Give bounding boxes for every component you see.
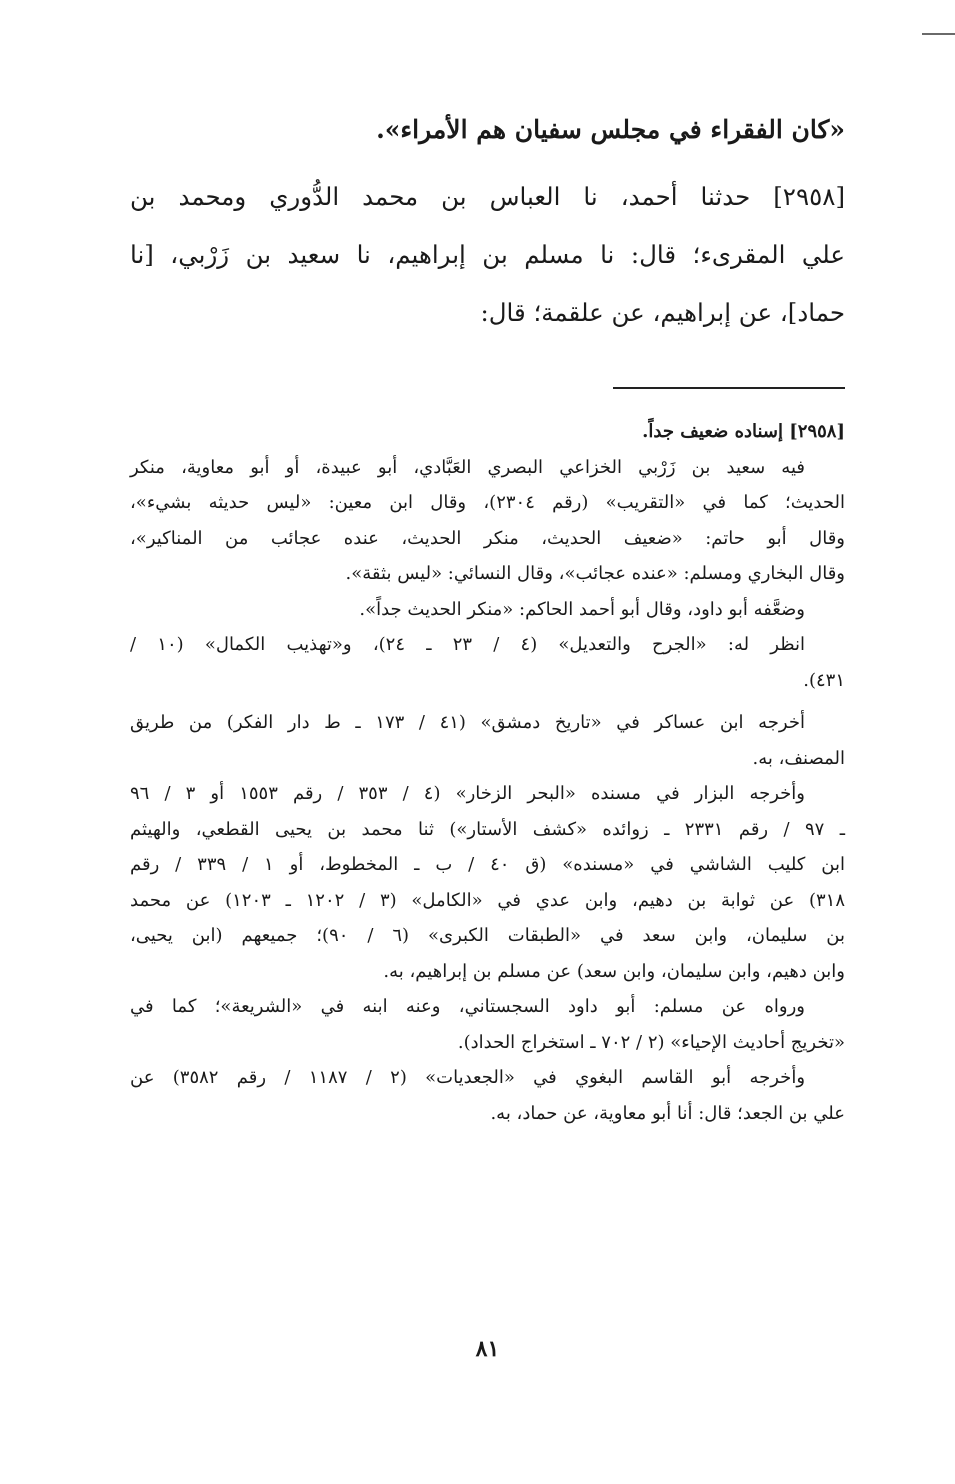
quote-line: «كان الفقراء في مجلس سفيان هم الأمراء». [376,115,845,144]
footnote-line: الحديث؛ كما في «التقريب» (رقم ٢٣٠٤)، وقال ابن معين: «ليس حديثه بشيء»، [130,492,845,513]
footnote-separator [613,387,845,389]
main-text-line: علي المقرىء؛ قال: نا مسلم بن إبراهيم، نا سعيد بن زَرْبي، [نا [130,240,845,269]
footnote-line: وأخرجه أبو القاسم البغوي في «الجعديات» (٢ / ١١٨٧ / رقم ٣٥٨٢) عن [130,1067,806,1088]
footnote-line: وضعَّفه أبو داود، وقال أبو أحمد الحاكم: «منكر الحديث جداً». [359,598,805,620]
main-text-line: [٢٩٥٨] حدثنا أحمد، نا العباس بن محمد الدُّوري ومحمد بن [130,182,845,211]
footnote-line: وأخرجه البزار في مسنده «البحر الزخار» (٤ / ٣٥٣ / رقم ١٥٥٣ أو ٣ / ٩٦ [130,783,805,804]
footnote-line: وابن دهيم، وابن سليمان، وابن سعد) عن مسلم بن إبراهيم، به. [383,960,845,982]
main-text [130,168,845,342]
footnote-line: وقال أبو حاتم: «ضعيف الحديث، منكر الحديث، عنده عجائب من المناكير»، [130,527,845,549]
paragraph-gap [130,698,845,705]
footnote-line: أخرجه ابن عساكر في «تاريخ دمشق» (٤١ / ١٧٣ ـ ط دار الفكر) من طريق [130,712,805,733]
footnote-line: فيه سعيد بن زَرْبي الخزاعي البصري العَبَّادي، أبو عبيدة، أو أبو معاوية، منكر [130,456,805,478]
footnote-line: بن سليمان، وابن سعد في «الطبقات الكبرى» (٦ / ٩٠)؛ جميعهم (ابن يحيى، [130,925,845,946]
footnote-line: المصنف، به. [752,747,845,769]
corner-rule [922,33,955,35]
main-text-line: حماد]، عن إبراهيم، عن علقمة؛ قال: [480,298,845,327]
page-number: ٨١ [475,1336,500,1362]
book-page [130,0,845,1484]
footnote-line: ـ ٩٧ / رقم ٢٣٣١ ـ زوائده «كشف الأستار») ثنا محمد بن يحيى القطعي، والهيثم [130,818,846,840]
footnote-line: وقال البخاري ومسلم: «عنده عجائب»، وقال النسائي: «ليس بثقة». [345,563,845,584]
footnotes [130,414,845,1131]
footnote-line: ٣١٨) عن ثوابة بن دهيم، وابن عدي في «الكامل» (٣ / ١٢٠٢ ـ ١٢٠٣) عن محمد [130,889,845,911]
footnote-line: ٤٣١). [803,669,845,691]
footnote-line: «تخريج أحاديث الإحياء» (٢ / ٧٠٢ ـ استخراج الحداد). [457,1031,845,1053]
footnote-line: انظر له: «الجرح والتعديل» (٤ / ٢٣ ـ ٢٤)، و«تهذيب الكمال» (١٠ / [130,634,805,655]
footnote-line: ابن كليب الشاشي في «مسنده» (ق ٤٠ / ب ـ المخطوط، أو ١ / ٣٣٩ / رقم [130,854,845,875]
footnote-line: علي بن الجعد؛ قال: أنا أبو معاوية، عن حماد، به. [490,1102,845,1124]
footnote-heading: [٢٩٥٨] إسناده ضعيف جداً. [642,421,845,442]
footnote-line: ورواه عن مسلم: أبو داود السجستاني، وعنه ابنه في «الشريعة»؛ كما في [130,996,805,1017]
